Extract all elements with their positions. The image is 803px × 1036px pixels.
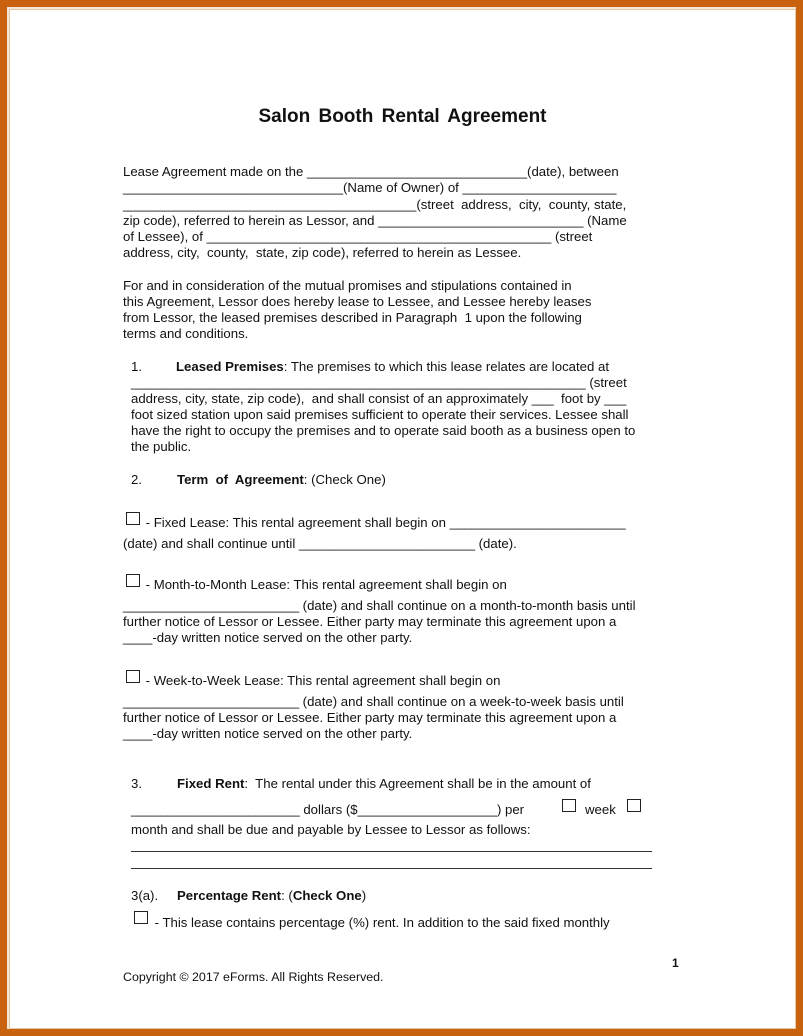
week-to-week-checkbox[interactable] bbox=[126, 670, 140, 683]
page-number: 1 bbox=[672, 956, 679, 970]
copyright-text: Copyright © 2017 eForms. All Rights Reserved. bbox=[123, 970, 384, 984]
option-line: ____-day written notice served on the other party. bbox=[123, 726, 413, 741]
blank-line[interactable] bbox=[131, 851, 652, 852]
section-text: ) bbox=[361, 888, 367, 903]
section-line: have the right to occupy the premises and to operate said booth as a business open to bbox=[131, 423, 636, 438]
consideration-line: this Agreement, Lessor does hereby lease to Lessee, and Lessee hereby leases bbox=[123, 294, 592, 309]
blank-line[interactable] bbox=[131, 868, 652, 869]
document-page bbox=[9, 9, 796, 1029]
week-to-week-label: - Week-to-Week Lease: This rental agreement shall begin on bbox=[142, 673, 501, 688]
intro-line: ______________________________(Name of Owner) of _____________________ bbox=[123, 180, 617, 195]
per-week-checkbox[interactable] bbox=[562, 799, 576, 812]
option-line: ________________________ (date) and shall continue on a week-to-week basis until bbox=[123, 694, 624, 709]
option-line: further notice of Lessor or Lessee. Either party may terminate this agreement upon a bbox=[123, 614, 617, 629]
intro-line: Lease Agreement made on the ______________________________(date), between bbox=[123, 164, 619, 179]
section-line: month and shall be due and payable by Lessee to Lessor as follows: bbox=[131, 822, 531, 837]
rent-amount-line: _______________________ dollars ($___________________) per bbox=[131, 802, 525, 817]
section-line: address, city, state, zip code), and shall consist of an approximately ___ foot by ___ bbox=[131, 391, 627, 406]
consideration-line: terms and conditions. bbox=[123, 326, 249, 341]
section-heading-line bbox=[177, 472, 386, 488]
consideration-line: For and in consideration of the mutual promises and stipulations contained in bbox=[123, 278, 572, 293]
option-line: ____-day written notice served on the other party. bbox=[123, 630, 413, 645]
section-text-bold: Check One bbox=[292, 888, 362, 903]
section-heading: Fixed Rent bbox=[177, 776, 245, 791]
section-text: : (Check One) bbox=[303, 472, 386, 487]
section-line: the public. bbox=[131, 439, 192, 454]
fixed-lease-label: - Fixed Lease: This rental agreement shall begin on ________________________ bbox=[142, 515, 626, 530]
option-line: further notice of Lessor or Lessee. Either party may terminate this agreement upon a bbox=[123, 710, 617, 725]
section-number: 3(a). bbox=[131, 888, 159, 903]
document-title: Salon Booth Rental Agreement bbox=[258, 106, 547, 127]
week-label: week bbox=[585, 802, 616, 817]
section-text: : The rental under this Agreement shall be in the amount of bbox=[244, 776, 591, 791]
percentage-rent-checkbox[interactable] bbox=[134, 911, 148, 924]
section-line: foot sized station upon said premises sufficient to operate their services. Lessee shall bbox=[131, 407, 629, 422]
section-heading-line bbox=[176, 359, 609, 375]
month-to-month-label: - Month-to-Month Lease: This rental agreement shall begin on bbox=[142, 577, 507, 592]
intro-line: zip code), referred to herein as Lessor, and ____________________________ (Name bbox=[123, 213, 627, 228]
section-heading-line bbox=[177, 776, 591, 792]
section-number: 2. bbox=[131, 472, 142, 487]
section-text: : ( bbox=[281, 888, 293, 903]
section-line: ______________________________________________________________ (street bbox=[131, 375, 627, 390]
section-heading: Leased Premises bbox=[176, 359, 284, 374]
intro-line: of Lessee), of _______________________________________________ (street bbox=[123, 229, 593, 244]
intro-line: address, city, county, state, zip code), referred to herein as Lessee. bbox=[123, 245, 522, 260]
percentage-rent-label: - This lease contains percentage (%) rent. In addition to the said fixed monthly bbox=[151, 915, 610, 930]
month-to-month-checkbox[interactable] bbox=[126, 574, 140, 587]
section-heading: Term of Agreement bbox=[177, 472, 304, 487]
intro-line: ________________________________________(street address, city, county, state, bbox=[123, 197, 627, 212]
section-number: 3. bbox=[131, 776, 142, 791]
fixed-lease-checkbox[interactable] bbox=[126, 512, 140, 525]
per-month-checkbox[interactable] bbox=[627, 799, 641, 812]
section-heading-line bbox=[177, 888, 366, 904]
option-line: ________________________ (date) and shall continue on a month-to-month basis until bbox=[123, 598, 636, 613]
option-line: (date) and shall continue until ________________________ (date). bbox=[123, 536, 517, 551]
section-heading: Percentage Rent bbox=[177, 888, 282, 903]
section-text: : The premises to which this lease relates are located at bbox=[283, 359, 609, 374]
section-number: 1. bbox=[131, 359, 142, 374]
consideration-line: from Lessor, the leased premises described in Paragraph 1 upon the following bbox=[123, 310, 582, 325]
